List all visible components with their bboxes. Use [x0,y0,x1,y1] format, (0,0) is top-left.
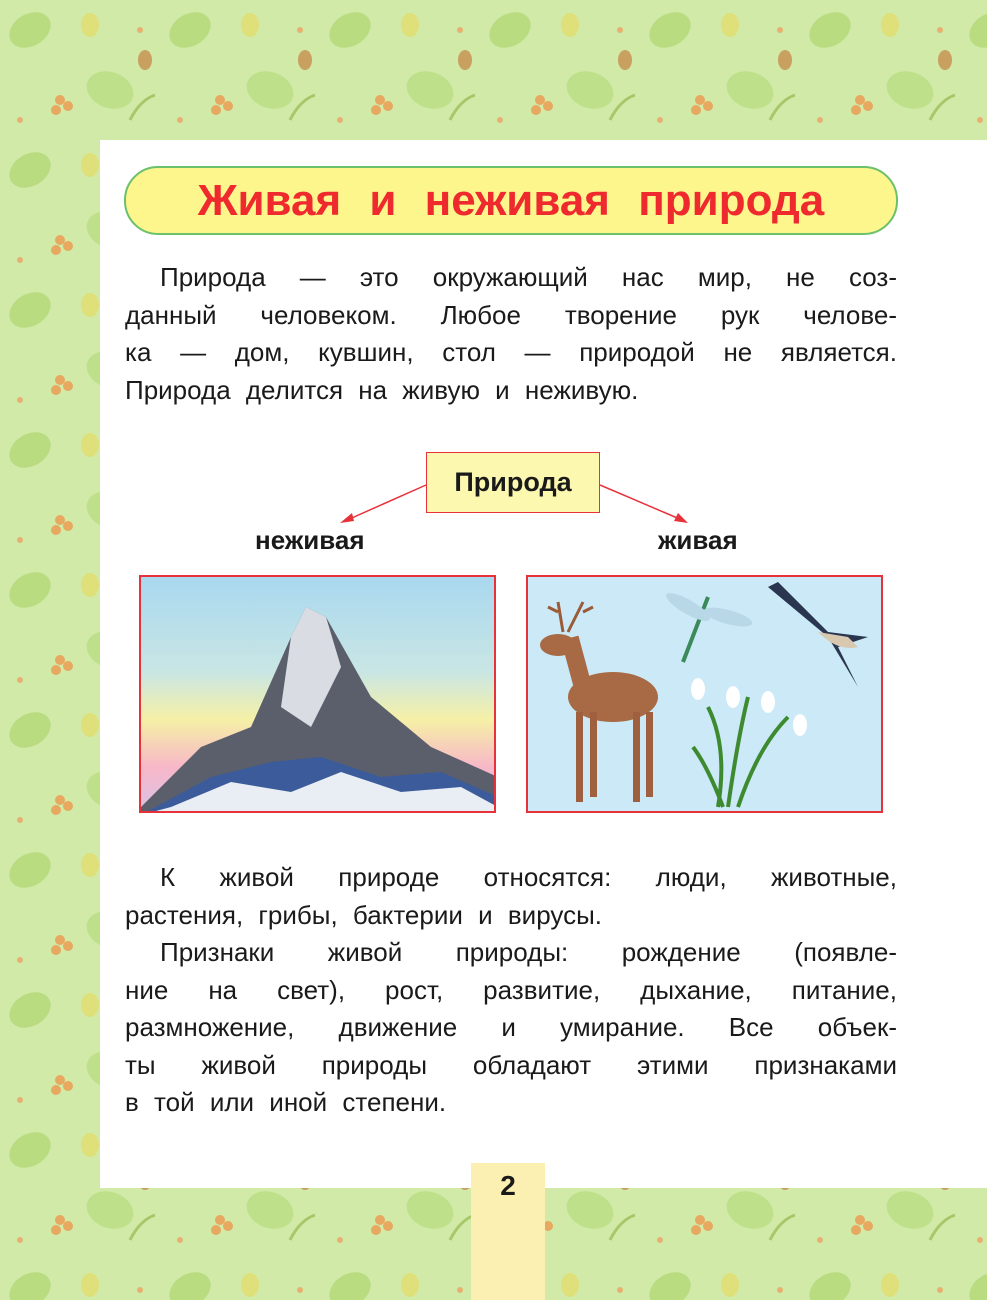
text-line: Признаки живой природы: рождение (появле- [160,937,897,967]
page-title: Живая и неживая природа [197,175,825,225]
mountain-illustration [139,575,496,813]
arrow-right [600,485,682,520]
text-line: размножение, движение и умирание. Все объек- [125,1012,897,1042]
text-line: данный человеком. Любое творение рук челове- [125,299,897,330]
text-line: Природа — это окружающий нас мир, не соз- [160,262,897,292]
text-line: ты живой природы обладают этими признаками [125,1049,897,1080]
text-line: Природа делится на живую и неживую. [125,374,639,405]
diagram-root-label: Природа [454,467,572,497]
diagram-label-nonliving: неживая [255,525,365,555]
arrowhead-left-icon [340,513,354,523]
arrowhead-right-icon [674,513,688,523]
diagram-root-box [426,452,600,513]
page-number: 2 [500,1170,516,1201]
arrow-left [345,485,426,521]
text-line: в той или иной степени. [125,1087,447,1117]
living-nature-illustration [526,575,883,813]
text-line: ка — дом, кувшин, стол — природой не является. [125,337,897,367]
text-line: растения, грибы, бактерии и вирусы. [125,899,602,930]
text-line: К живой природе относятся: люди, животные, [160,862,897,892]
diagram-label-living: живая [658,525,738,555]
body-paragraph [125,859,897,1122]
text-line: ние на свет), рост, развитие, дыхание, питание, [125,974,897,1005]
